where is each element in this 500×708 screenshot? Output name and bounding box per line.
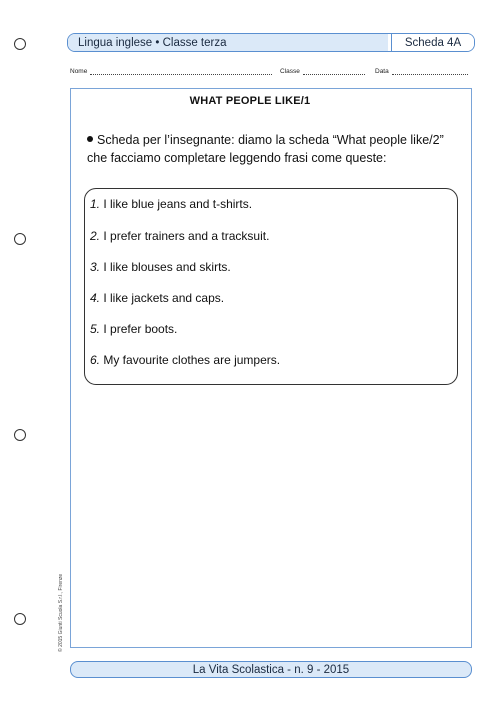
instructions-heading: Scheda per l’insegnante (97, 133, 232, 147)
sentence-item (90, 229, 269, 243)
sentence-number: 3. (90, 260, 101, 274)
teacher-instructions (87, 131, 467, 167)
sentence-number: 2. (90, 229, 101, 243)
sentence-text: I like jackets and caps. (100, 291, 225, 305)
sentence-number: 5. (90, 322, 101, 336)
sentence-number: 4. (90, 291, 101, 305)
class-line (303, 67, 365, 75)
sentence-item (90, 197, 252, 211)
name-field[interactable] (70, 67, 272, 75)
sentence-text: I like blouses and skirts. (100, 260, 231, 274)
sentence-item (90, 353, 280, 367)
name-line (90, 67, 272, 75)
student-fields (70, 67, 470, 79)
binder-hole (14, 38, 26, 50)
class-field[interactable] (280, 67, 365, 75)
name-label: Nome (70, 68, 88, 75)
sentence-item (90, 291, 224, 305)
sentence-item (90, 260, 231, 274)
instructions-text: : diamo la scheda “What people like/2” che facciamo completare leggendo frasi come queste: (87, 133, 444, 165)
footer-bar (70, 661, 472, 678)
class-label: Classe (280, 68, 300, 75)
sentence-item (90, 322, 177, 336)
sentence-text: I prefer boots. (100, 322, 178, 336)
binder-hole (14, 233, 26, 245)
sentence-number: 1. (90, 197, 101, 211)
sentences-box (84, 188, 458, 385)
subject-label: Lingua inglese • Classe terza (68, 34, 388, 51)
sentence-text: I like blue jeans and t-shirts. (100, 197, 253, 211)
binder-hole (14, 613, 26, 625)
sentence-number: 6. (90, 353, 101, 367)
bullet-icon (87, 136, 93, 142)
copyright-notice: © 2015 Giunti Scuola S.r.l., Firenze (58, 573, 64, 652)
binder-hole (14, 429, 26, 441)
sheet-code: Scheda 4A (391, 34, 474, 51)
date-label: Data (375, 68, 389, 75)
header-bar (67, 33, 475, 52)
worksheet-title: WHAT PEOPLE LIKE/1 (189, 95, 311, 107)
date-line (392, 67, 468, 75)
sentence-text: My favourite clothes are jumpers. (100, 353, 281, 367)
date-field[interactable] (375, 67, 468, 75)
footer-text: La Vita Scolastica - n. 9 - 2015 (192, 663, 350, 676)
sentence-text: I prefer trainers and a tracksuit. (100, 229, 270, 243)
